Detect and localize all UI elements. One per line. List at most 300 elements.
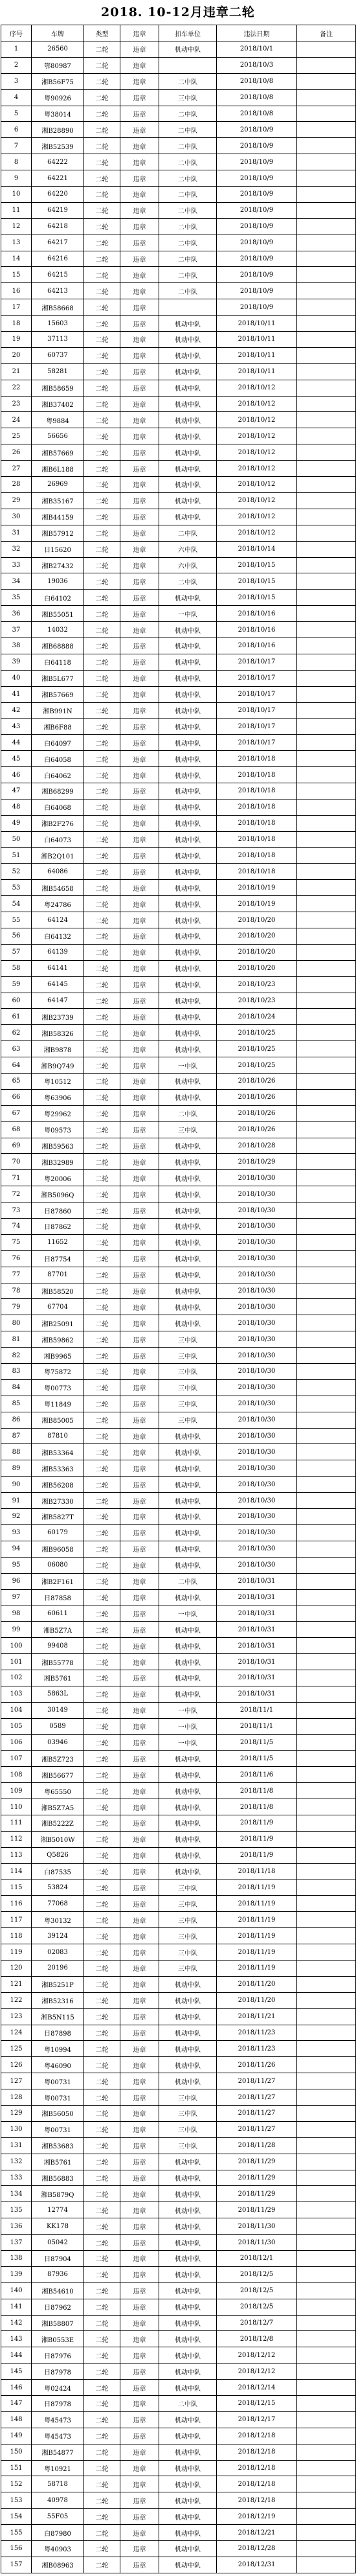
cell-violation: 违章	[120, 1186, 159, 1202]
cell-remark	[297, 622, 356, 638]
cell-violation: 违章	[120, 122, 159, 138]
cell-remark	[297, 138, 356, 154]
cell-date: 2018/12/1	[217, 2251, 297, 2267]
cell-violation: 违章	[120, 1089, 159, 1105]
cell-remark	[297, 1379, 356, 1396]
cell-plate: 0589	[32, 1718, 84, 1734]
cell-violation: 违章	[120, 492, 159, 509]
cell-remark	[297, 347, 356, 363]
table-row	[1, 767, 356, 783]
cell-index: 133	[1, 2170, 32, 2186]
cell-index: 125	[1, 2041, 32, 2057]
cell-index: 3	[1, 73, 32, 89]
cell-remark	[297, 57, 356, 73]
cell-index: 85	[1, 1396, 32, 1412]
cell-remark	[297, 783, 356, 799]
cell-date: 2018/11/5	[217, 1734, 297, 1751]
cell-plate: 03946	[32, 1734, 84, 1751]
table-row	[1, 928, 356, 944]
cell-remark	[297, 1702, 356, 1718]
cell-index: 113	[1, 1847, 32, 1863]
cell-date: 2018/10/15	[217, 590, 297, 606]
cell-remark	[297, 2299, 356, 2315]
cell-plate: 粤38014	[32, 106, 84, 122]
table-row	[1, 2008, 356, 2025]
table-row	[1, 2154, 356, 2170]
cell-date: 2018/11/19	[217, 1896, 297, 1912]
cell-type: 二轮	[84, 267, 120, 283]
table-row	[1, 1477, 356, 1493]
cell-type: 二轮	[84, 2509, 120, 2525]
cell-date: 2018/10/9	[217, 235, 297, 251]
cell-unit: 机动中队	[159, 1493, 217, 1509]
cell-index: 73	[1, 1202, 32, 1219]
table-row	[1, 1622, 356, 1638]
cell-plate: 粤00731	[32, 2089, 84, 2106]
cell-remark	[297, 1009, 356, 1025]
cell-remark	[297, 2444, 356, 2460]
cell-plate: 湘B35167	[32, 492, 84, 509]
cell-unit: 机动中队	[159, 2411, 217, 2428]
cell-type: 二轮	[84, 2363, 120, 2380]
cell-remark	[297, 2202, 356, 2218]
cell-date: 2018/10/30	[217, 1202, 297, 1219]
cell-remark	[297, 1880, 356, 1896]
cell-plate: 粤63906	[32, 1089, 84, 1105]
cell-date: 2018/10/12	[217, 509, 297, 525]
cell-type: 二轮	[84, 1396, 120, 1412]
cell-index: 96	[1, 1573, 32, 1589]
cell-remark	[297, 2380, 356, 2396]
cell-unit: 三中队	[159, 1121, 217, 1138]
cell-index: 99	[1, 1622, 32, 1638]
cell-date: 2018/10/31	[217, 1686, 297, 1702]
cell-violation: 违章	[120, 2008, 159, 2025]
cell-remark	[297, 670, 356, 686]
cell-unit: 三中队	[159, 1928, 217, 1944]
cell-date: 2018/10/30	[217, 1412, 297, 1428]
cell-type: 二轮	[84, 1541, 120, 1557]
cell-type: 二轮	[84, 1670, 120, 1686]
cell-remark	[297, 864, 356, 880]
cell-violation: 违章	[120, 1783, 159, 1799]
cell-type: 二轮	[84, 751, 120, 767]
cell-plate: 12774	[32, 2202, 84, 2218]
cell-unit: 机动中队	[159, 1428, 217, 1444]
table-row	[1, 2089, 356, 2106]
cell-plate: 湘B0553E	[32, 2331, 84, 2347]
cell-plate: 64220	[32, 187, 84, 203]
cell-unit: 机动中队	[159, 1863, 217, 1880]
cell-remark	[297, 187, 356, 203]
cell-index: 89	[1, 1460, 32, 1477]
cell-plate: 20196	[32, 1960, 84, 1976]
cell-remark	[297, 1105, 356, 1121]
cell-remark	[297, 1734, 356, 1751]
cell-date: 2018/10/11	[217, 332, 297, 348]
cell-index: 65	[1, 1074, 32, 1090]
cell-index: 150	[1, 2444, 32, 2460]
table-row	[1, 1557, 356, 1573]
cell-type: 二轮	[84, 557, 120, 573]
table-row	[1, 976, 356, 993]
cell-date: 2018/10/18	[217, 799, 297, 815]
cell-remark	[297, 1493, 356, 1509]
cell-violation: 违章	[120, 751, 159, 767]
cell-unit: 机动中队	[159, 686, 217, 702]
table-row	[1, 299, 356, 316]
cell-remark	[297, 1509, 356, 1525]
cell-unit: 机动中队	[159, 1992, 217, 2008]
cell-index: 39	[1, 654, 32, 670]
cell-unit: 机动中队	[159, 2154, 217, 2170]
cell-remark	[297, 2525, 356, 2541]
cell-remark	[297, 702, 356, 719]
cell-violation: 违章	[120, 2476, 159, 2492]
cell-index: 91	[1, 1493, 32, 1509]
table-row	[1, 380, 356, 396]
cell-remark	[297, 1121, 356, 1138]
cell-violation: 违章	[120, 1799, 159, 1815]
cell-type: 二轮	[84, 1557, 120, 1573]
cell-date: 2018/10/9	[217, 202, 297, 218]
cell-date: 2018/10/16	[217, 606, 297, 622]
cell-remark	[297, 251, 356, 267]
cell-type: 二轮	[84, 2202, 120, 2218]
cell-index: 95	[1, 1557, 32, 1573]
cell-date: 2018/10/17	[217, 719, 297, 735]
cell-date: 2018/11/9	[217, 1815, 297, 1831]
cell-type: 二轮	[84, 1477, 120, 1493]
table-row	[1, 2492, 356, 2509]
cell-date: 2018/10/8	[217, 89, 297, 106]
cell-date: 2018/12/5	[217, 2283, 297, 2299]
cell-index: 32	[1, 541, 32, 557]
table-row	[1, 477, 356, 493]
cell-plate: 鄂80987	[32, 57, 84, 73]
cell-plate: 日87962	[32, 2299, 84, 2315]
table-row	[1, 864, 356, 880]
cell-plate: 湘B52539	[32, 138, 84, 154]
table-row	[1, 590, 356, 606]
cell-violation: 违章	[120, 1299, 159, 1315]
cell-index: 31	[1, 525, 32, 541]
table-row	[1, 396, 356, 412]
cell-date: 2018/12/19	[217, 2509, 297, 2525]
cell-remark	[297, 363, 356, 380]
cell-index: 18	[1, 316, 32, 332]
cell-remark	[297, 1460, 356, 1477]
table-row	[1, 606, 356, 622]
cell-type: 二轮	[84, 283, 120, 299]
cell-date: 2018/11/26	[217, 2057, 297, 2073]
cell-unit: 机动中队	[159, 363, 217, 380]
cell-type: 二轮	[84, 2476, 120, 2492]
table-row	[1, 1670, 356, 1686]
cell-unit: 机动中队	[159, 41, 217, 58]
cell-violation: 违章	[120, 847, 159, 864]
cell-index: 58	[1, 960, 32, 976]
cell-unit: 机动中队	[159, 702, 217, 719]
cell-remark	[297, 41, 356, 58]
table-row	[1, 316, 356, 332]
cell-violation: 违章	[120, 1057, 159, 1074]
cell-index: 138	[1, 2251, 32, 2267]
cell-violation: 违章	[120, 444, 159, 461]
cell-unit: 机动中队	[159, 1509, 217, 1525]
cell-date: 2018/10/9	[217, 154, 297, 170]
cell-unit: 机动中队	[159, 960, 217, 976]
cell-plate: 64221	[32, 170, 84, 187]
cell-remark	[297, 1960, 356, 1976]
cell-type: 二轮	[84, 2186, 120, 2202]
cell-unit: 机动中队	[159, 2347, 217, 2363]
cell-plate: 粤90926	[32, 89, 84, 106]
cell-unit: 机动中队	[159, 380, 217, 396]
cell-plate: 湘B58326	[32, 1025, 84, 1041]
header-cell-violation: 违章	[120, 25, 159, 41]
cell-date: 2018/11/5	[217, 1751, 297, 1767]
cell-index: 149	[1, 2428, 32, 2444]
cell-index: 15	[1, 267, 32, 283]
cell-type: 二轮	[84, 1992, 120, 2008]
cell-violation: 违章	[120, 1767, 159, 1783]
cell-plate: 02083	[32, 1944, 84, 1961]
cell-violation: 违章	[120, 2541, 159, 2557]
cell-violation: 违章	[120, 1074, 159, 1090]
cell-type: 二轮	[84, 2557, 120, 2573]
cell-type: 二轮	[84, 509, 120, 525]
cell-remark	[297, 2460, 356, 2476]
cell-plate: 湘B56F75	[32, 73, 84, 89]
cell-unit: 机动中队	[159, 2041, 217, 2057]
table-row	[1, 73, 356, 89]
cell-index: 17	[1, 299, 32, 316]
cell-violation: 违章	[120, 251, 159, 267]
cell-plate: 60737	[32, 347, 84, 363]
cell-index: 80	[1, 1315, 32, 1331]
cell-remark	[297, 1089, 356, 1105]
cell-violation: 违章	[120, 89, 159, 106]
cell-index: 11	[1, 202, 32, 218]
cell-date: 2018/12/18	[217, 2428, 297, 2444]
cell-violation: 违章	[120, 1477, 159, 1493]
cell-plate: 60179	[32, 1524, 84, 1541]
cell-unit: 机动中队	[159, 1315, 217, 1331]
cell-date: 2018/10/17	[217, 735, 297, 751]
cell-unit: 二中队	[159, 138, 217, 154]
cell-type: 二轮	[84, 928, 120, 944]
cell-plate: 湘B56883	[32, 2170, 84, 2186]
table-row	[1, 2106, 356, 2122]
cell-unit: 机动中队	[159, 783, 217, 799]
cell-index: 1	[1, 41, 32, 58]
cell-violation: 违章	[120, 944, 159, 960]
cell-date: 2018/10/17	[217, 654, 297, 670]
cell-date: 2018/10/30	[217, 1460, 297, 1477]
cell-plate: 白64097	[32, 735, 84, 751]
cell-plate: 湘B5Z723	[32, 1751, 84, 1767]
cell-index: 6	[1, 122, 32, 138]
cell-type: 二轮	[84, 896, 120, 912]
cell-date: 2018/10/29	[217, 1154, 297, 1170]
cell-remark	[297, 1767, 356, 1783]
cell-date: 2018/10/30	[217, 1315, 297, 1331]
cell-remark	[297, 847, 356, 864]
cell-plate: 06080	[32, 1557, 84, 1573]
cell-remark	[297, 1057, 356, 1074]
cell-date: 2018/10/20	[217, 912, 297, 928]
cell-remark	[297, 1477, 356, 1493]
cell-violation: 违章	[120, 993, 159, 1009]
cell-plate: 64216	[32, 251, 84, 267]
cell-violation: 违章	[120, 767, 159, 783]
cell-type: 二轮	[84, 2057, 120, 2073]
table-row	[1, 815, 356, 831]
cell-remark	[297, 976, 356, 993]
table-row	[1, 1138, 356, 1154]
cell-date: 2018/11/30	[217, 2235, 297, 2251]
table-row	[1, 573, 356, 590]
cell-violation: 违章	[120, 2492, 159, 2509]
cell-violation: 违章	[120, 1912, 159, 1928]
cell-violation: 违章	[120, 1250, 159, 1267]
cell-index: 106	[1, 1734, 32, 1751]
cell-remark	[297, 509, 356, 525]
cell-unit: 机动中队	[159, 2460, 217, 2476]
cell-date: 2018/10/30	[217, 1557, 297, 1573]
cell-violation: 违章	[120, 2137, 159, 2154]
table-row	[1, 444, 356, 461]
cell-index: 156	[1, 2541, 32, 2557]
cell-index: 54	[1, 896, 32, 912]
cell-date: 2018/12/12	[217, 2347, 297, 2363]
cell-unit: 二中队	[159, 122, 217, 138]
cell-date: 2018/10/12	[217, 412, 297, 428]
cell-violation: 违章	[120, 976, 159, 993]
cell-type: 二轮	[84, 1767, 120, 1783]
cell-plate: 粤11849	[32, 1396, 84, 1412]
header-cell-unit: 扣车单位	[159, 25, 217, 41]
cell-index: 38	[1, 638, 32, 654]
cell-plate: 64124	[32, 912, 84, 928]
cell-index: 52	[1, 864, 32, 880]
table-row	[1, 332, 356, 348]
cell-plate: 64213	[32, 283, 84, 299]
cell-plate: 粤24786	[32, 896, 84, 912]
cell-violation: 违章	[120, 541, 159, 557]
cell-unit: 机动中队	[159, 735, 217, 751]
cell-violation: 违章	[120, 638, 159, 654]
cell-violation: 违章	[120, 1557, 159, 1573]
table-row	[1, 1493, 356, 1509]
cell-unit: 机动中队	[159, 332, 217, 348]
cell-date: 2018/11/8	[217, 1799, 297, 1815]
cell-date: 2018/10/18	[217, 847, 297, 864]
table-row	[1, 1960, 356, 1976]
cell-date: 2018/10/31	[217, 1654, 297, 1670]
cell-plate: 湘B53683	[32, 2137, 84, 2154]
cell-unit: 机动中队	[159, 2202, 217, 2218]
table-row	[1, 525, 356, 541]
cell-remark	[297, 1992, 356, 2008]
cell-index: 123	[1, 2008, 32, 2025]
cell-violation: 违章	[120, 2411, 159, 2428]
cell-index: 105	[1, 1718, 32, 1734]
cell-unit: 二中队	[159, 73, 217, 89]
table-row	[1, 1299, 356, 1315]
cell-violation: 违章	[120, 525, 159, 541]
cell-type: 二轮	[84, 363, 120, 380]
cell-date: 2018/10/9	[217, 138, 297, 154]
table-row	[1, 202, 356, 218]
cell-violation: 违章	[120, 2283, 159, 2299]
cell-unit: 机动中队	[159, 767, 217, 783]
cell-remark	[297, 590, 356, 606]
cell-remark	[297, 912, 356, 928]
cell-violation: 违章	[120, 2218, 159, 2235]
cell-type: 二轮	[84, 2235, 120, 2251]
cell-date: 2018/10/12	[217, 444, 297, 461]
table-row	[1, 1105, 356, 1121]
cell-remark	[297, 2509, 356, 2525]
cell-unit: 二中队	[159, 235, 217, 251]
cell-remark	[297, 492, 356, 509]
cell-violation: 违章	[120, 347, 159, 363]
cell-unit: 机动中队	[159, 1138, 217, 1154]
cell-remark	[297, 1219, 356, 1235]
cell-violation: 违章	[120, 1348, 159, 1364]
cell-type: 二轮	[84, 1234, 120, 1250]
cell-plate: 日87862	[32, 1219, 84, 1235]
cell-unit: 机动中队	[159, 1541, 217, 1557]
cell-type: 二轮	[84, 251, 120, 267]
cell-remark	[297, 2041, 356, 2057]
cell-type: 二轮	[84, 1896, 120, 1912]
cell-plate: 湘B58520	[32, 1283, 84, 1299]
table-row	[1, 1524, 356, 1541]
cell-remark	[297, 2089, 356, 2106]
table-row	[1, 2460, 356, 2476]
cell-date: 2018/10/30	[217, 1250, 297, 1267]
cell-date: 2018/10/30	[217, 1299, 297, 1315]
cell-unit: 六中队	[159, 541, 217, 557]
cell-type: 二轮	[84, 2218, 120, 2235]
cell-violation: 违章	[120, 1670, 159, 1686]
cell-index: 71	[1, 1170, 32, 1186]
table-row	[1, 2509, 356, 2525]
cell-plate: KK178	[32, 2218, 84, 2235]
cell-unit: 二中队	[159, 218, 217, 235]
table-row	[1, 187, 356, 203]
cell-type: 二轮	[84, 783, 120, 799]
cell-plate: 白64068	[32, 799, 84, 815]
table-row	[1, 2557, 356, 2573]
cell-remark	[297, 573, 356, 590]
cell-index: 152	[1, 2476, 32, 2492]
header-cell-plate: 车牌	[32, 25, 84, 41]
cell-type: 二轮	[84, 1589, 120, 1605]
cell-plate: 粤75872	[32, 1364, 84, 1380]
table-row	[1, 896, 356, 912]
cell-violation: 违章	[120, 363, 159, 380]
cell-type: 二轮	[84, 347, 120, 363]
cell-unit: 机动中队	[159, 2428, 217, 2444]
cell-index: 132	[1, 2154, 32, 2170]
table-row	[1, 1283, 356, 1299]
cell-remark	[297, 1186, 356, 1202]
cell-index: 8	[1, 154, 32, 170]
